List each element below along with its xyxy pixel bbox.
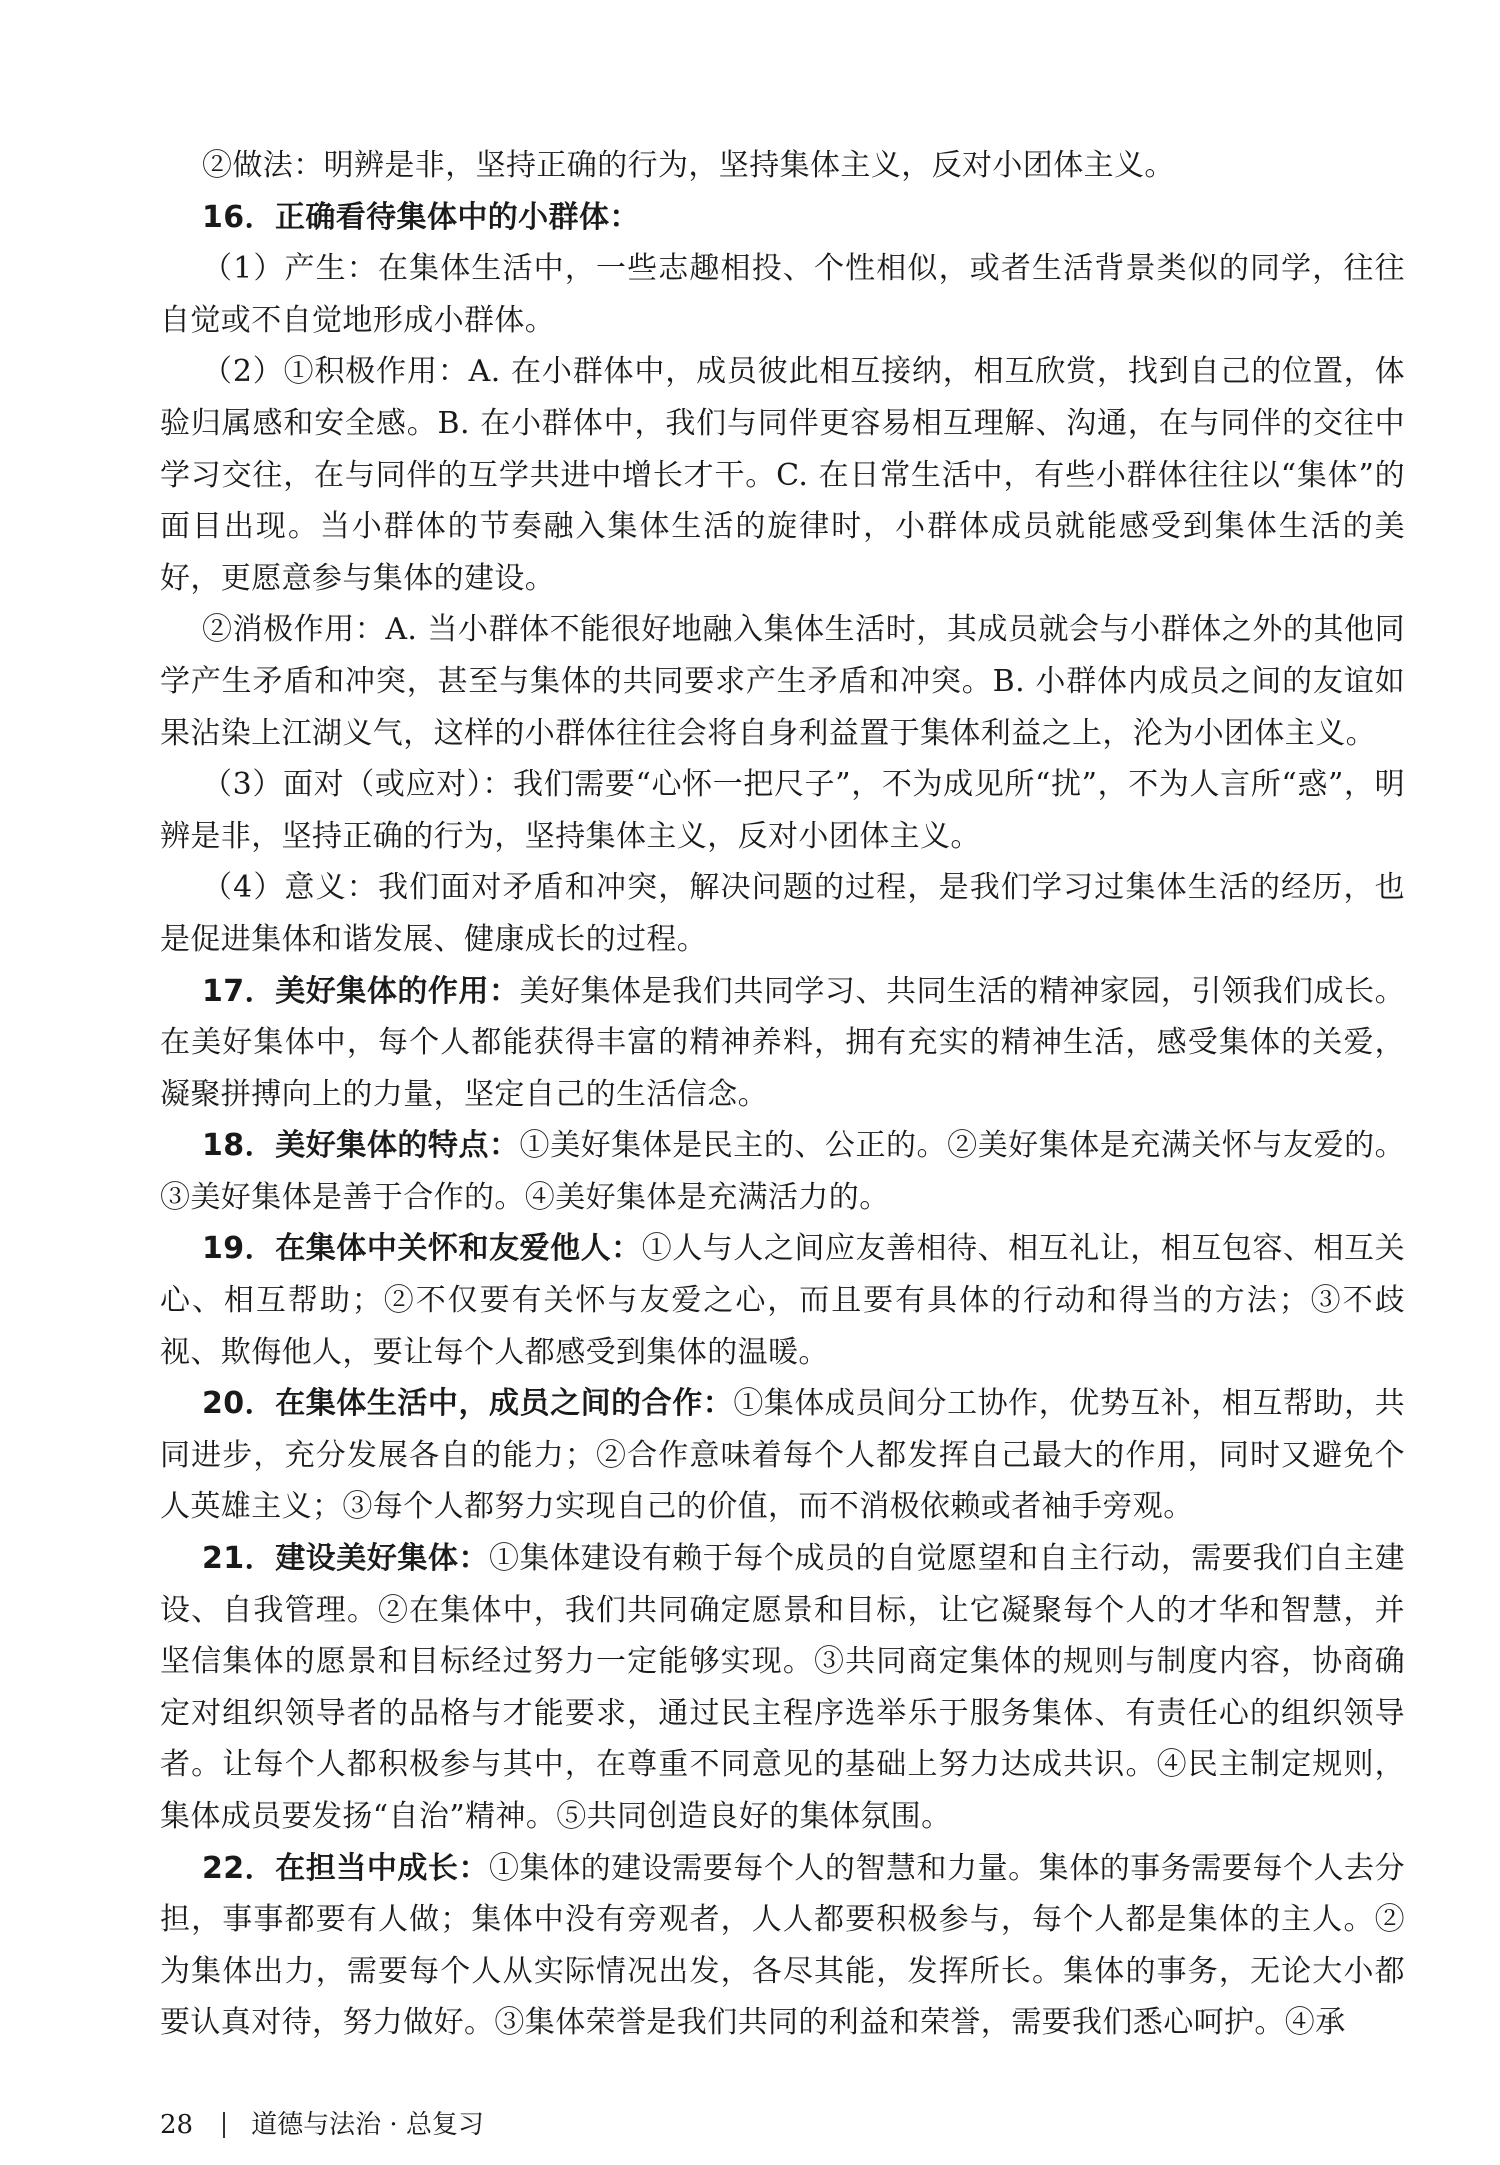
book-title: 道德与法治 · 总复习: [251, 2110, 484, 2140]
item-number: 17．: [202, 973, 276, 1009]
paragraph-text: （1）产生：在集体生活中，一些志趣相投、个性相似，或者生活背景类似的同学，往往自觉或不自觉地形成小群体。: [160, 251, 1405, 338]
page-footer: [160, 2110, 484, 2140]
item-number: 21．: [202, 1541, 276, 1577]
item-heading: 在担当中成长：: [275, 1850, 489, 1886]
paragraph-text: （4）意义：我们面对矛盾和冲突，解决问题的过程，是我们学习过集体生活的经历，也是促进集体和谐发展、健康成长的过程。: [160, 870, 1405, 957]
item-heading: 建设美好集体：: [275, 1541, 489, 1577]
paragraph-text: ①集体建设有赖于每个成员的自觉愿望和自主行动，需要我们自主建设、自我管理。②在集体中，我们共同确定愿景和目标，让它凝聚每个人的才华和智慧，并坚信集体的愿景和目标经过努力一定能够实现。③共同商定集体的规则与制度内容，协商确定对组织领导者的品格与才能要求，通过民主程序选举乐于服务集体、有责任心的组织领导者。让每个人都积极参与其中，在尊重不同意见的基础上努力达成共识。④民主制定规则，集体成员要发扬“自治”精神。⑤共同创造良好的集体氛围。: [160, 1541, 1405, 1834]
paragraph-item-21: [160, 1533, 1405, 1843]
item-number: 16．: [202, 199, 275, 235]
paragraph-item-17: [160, 966, 1405, 1121]
item-heading: 美好集体的作用：: [275, 973, 520, 1009]
paragraph-text: ②消极作用：A. 当小群体不能很好地融入集体生活时，其成员就会与小群体之外的其他同学产生矛盾和冲突，甚至与集体的共同要求产生矛盾和冲突。B. 小群体内成员之间的友谊如果沾染上江湖义气，这样的小群体往往会将自身利益置于集体利益之上，沦为小团体主义。: [160, 612, 1405, 751]
paragraph-item-20: [160, 1378, 1405, 1533]
paragraph-item-16: [160, 192, 1405, 244]
item-heading: 正确看待集体中的小群体：: [274, 199, 640, 235]
page-number: 28: [160, 2110, 194, 2140]
item-heading: 在集体生活中，成员之间的合作：: [275, 1386, 734, 1422]
paragraph-significance: [160, 862, 1405, 965]
page-body: [160, 140, 1405, 2049]
paragraph-origin: [160, 243, 1405, 346]
paragraph-text: ①集体的建设需要每个人的智慧和力量。集体的事务需要每个人去分担，事事都要有人做；集体中没有旁观者，人人都要积极参与，每个人都是集体的主人。②为集体出力，需要每个人从实际情况出发，各尽其能，发挥所长。集体的事务，无论大小都要认真对待，努力做好。③集体荣誉是我们共同的利益和荣誉，需要我们悉心呵护。④承: [160, 1850, 1405, 2041]
footer-divider: [223, 2112, 225, 2138]
paragraph-item-22: [160, 1843, 1405, 2049]
item-number: 18．: [202, 1128, 276, 1164]
paragraph-text: ①集体成员间分工协作，优势互补，相互帮助，共同进步，充分发展各自的能力；②合作意味着每个人都发挥自己最大的作用，同时又避免个人英雄主义；③每个人都努力实现自己的价值，而不消极依赖或者袖手旁观。: [160, 1386, 1406, 1525]
item-number: 22．: [202, 1850, 276, 1886]
item-number: 20．: [202, 1386, 276, 1422]
paragraph-method: [160, 140, 1405, 192]
item-number: 19．: [202, 1231, 276, 1267]
paragraph-response: [160, 759, 1405, 862]
item-heading: 在集体中关怀和友爱他人：: [275, 1231, 642, 1267]
item-heading: 美好集体的特点：: [275, 1128, 520, 1164]
paragraph-item-19: [160, 1223, 1405, 1378]
paragraph-text: ①美好集体是民主的、公正的。②美好集体是充满关怀与友爱的。③美好集体是善于合作的。④美好集体是充满活力的。: [160, 1128, 1406, 1215]
paragraph-text: （2）①积极作用：A. 在小群体中，成员彼此相互接纳，相互欣赏，找到自己的位置，体验归属感和安全感。B. 在小群体中，我们与同伴更容易相互理解、沟通，在与同伴的交往中学习交往，在与同伴的互学共进中增长才干。C. 在日常生活中，有些小群体往往以“集体”的面目出现。当小群体的节奏融入集体生活的旋律时，小群体成员就能感受到集体生活的美好，更愿意参与集体的建设。: [160, 354, 1405, 596]
paragraph-text: ①人与人之间应友善相待、相互礼让，相互包容、相互关心、相互帮助；②不仅要有关怀与友爱之心，而且要有具体的行动和得当的方法；③不歧视、欺侮他人，要让每个人都感受到集体的温暖。: [160, 1231, 1405, 1370]
paragraph-text: ②做法：明辨是非，坚持正确的行为，坚持集体主义，反对小团体主义。: [202, 148, 1175, 183]
paragraph-text: 美好集体是我们共同学习、共同生活的精神家园，引领我们成长。在美好集体中，每个人都能获得丰富的精神养料，拥有充实的精神生活，感受集体的关爱，凝聚拼搏向上的力量，坚定自己的生活信念。: [160, 973, 1406, 1112]
paragraph-text: （3）面对（或应对）：我们需要“心怀一把尺子”，不为成见所“扰”，不为人言所“惑”，明辨是非，坚持正确的行为，坚持集体主义，反对小团体主义。: [160, 767, 1405, 854]
paragraph-negative-role: [160, 604, 1405, 759]
paragraph-item-18: [160, 1120, 1405, 1223]
paragraph-positive-role: [160, 346, 1405, 604]
